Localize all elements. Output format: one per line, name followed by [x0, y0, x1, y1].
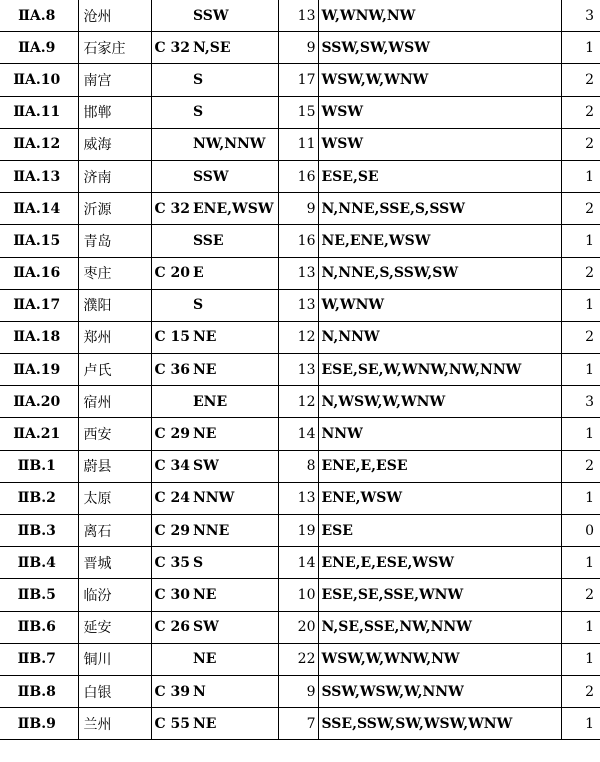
- calm-frequency-cell: C 24: [151, 482, 191, 514]
- zone-code-cell: ⅡA.19: [0, 354, 78, 386]
- frequency-cell: 13: [278, 354, 318, 386]
- minimum-directions-cell: WSW: [318, 128, 561, 160]
- station-name-cell: 邯郸: [78, 96, 151, 128]
- station-name-cell: 宿州: [78, 386, 151, 418]
- count-cell: 1: [561, 160, 600, 192]
- prevailing-direction-cell: SSE: [191, 225, 278, 257]
- table-row: [0, 386, 600, 418]
- calm-frequency-cell: C 36: [151, 354, 191, 386]
- calm-frequency-cell: [151, 64, 191, 96]
- station-name-cell: 铜川: [78, 643, 151, 675]
- frequency-cell: 9: [278, 32, 318, 64]
- count-cell: 1: [561, 708, 600, 740]
- minimum-directions-cell: N,SE,SSE,NW,NNW: [318, 611, 561, 643]
- calm-frequency-cell: C 26: [151, 611, 191, 643]
- table-row: [0, 321, 600, 353]
- count-cell: 1: [561, 32, 600, 64]
- minimum-directions-cell: ENE,E,ESE,WSW: [318, 547, 561, 579]
- prevailing-direction-cell: SW: [191, 450, 278, 482]
- frequency-cell: 12: [278, 321, 318, 353]
- prevailing-direction-cell: NE: [191, 708, 278, 740]
- zone-code-cell: ⅡA.16: [0, 257, 78, 289]
- table-row: [0, 0, 600, 32]
- calm-frequency-cell: C 35: [151, 547, 191, 579]
- zone-code-cell: ⅡB.9: [0, 708, 78, 740]
- calm-frequency-cell: [151, 96, 191, 128]
- station-name-cell: 白银: [78, 675, 151, 707]
- station-name-cell: 延安: [78, 611, 151, 643]
- minimum-directions-cell: SSW,WSW,W,NNW: [318, 675, 561, 707]
- count-cell: 1: [561, 611, 600, 643]
- prevailing-direction-cell: S: [191, 64, 278, 96]
- station-name-cell: 威海: [78, 128, 151, 160]
- calm-frequency-cell: C 32: [151, 32, 191, 64]
- calm-frequency-cell: C 29: [151, 515, 191, 547]
- zone-code-cell: ⅡA.9: [0, 32, 78, 64]
- station-name-cell: 濮阳: [78, 289, 151, 321]
- station-name-cell: 沂源: [78, 193, 151, 225]
- table-row: [0, 708, 600, 740]
- table-row: [0, 32, 600, 64]
- frequency-cell: 16: [278, 160, 318, 192]
- calm-frequency-cell: [151, 0, 191, 32]
- prevailing-direction-cell: S: [191, 547, 278, 579]
- minimum-directions-cell: NE,ENE,WSW: [318, 225, 561, 257]
- minimum-directions-cell: NNW: [318, 418, 561, 450]
- count-cell: 2: [561, 193, 600, 225]
- table-row: [0, 289, 600, 321]
- prevailing-direction-cell: NE: [191, 321, 278, 353]
- calm-frequency-cell: C 30: [151, 579, 191, 611]
- prevailing-direction-cell: E: [191, 257, 278, 289]
- frequency-cell: 22: [278, 643, 318, 675]
- zone-code-cell: ⅡA.15: [0, 225, 78, 257]
- table-row: [0, 128, 600, 160]
- frequency-cell: 13: [278, 289, 318, 321]
- table-row: [0, 515, 600, 547]
- frequency-cell: 15: [278, 96, 318, 128]
- station-name-cell: 石家庄: [78, 32, 151, 64]
- frequency-cell: 20: [278, 611, 318, 643]
- minimum-directions-cell: N,NNE,SSE,S,SSW: [318, 193, 561, 225]
- minimum-directions-cell: W,WNW: [318, 289, 561, 321]
- count-cell: 1: [561, 643, 600, 675]
- station-name-cell: 沧州: [78, 0, 151, 32]
- calm-frequency-cell: [151, 643, 191, 675]
- frequency-cell: 7: [278, 708, 318, 740]
- frequency-cell: 8: [278, 450, 318, 482]
- station-name-cell: 太原: [78, 482, 151, 514]
- table-row: [0, 160, 600, 192]
- prevailing-direction-cell: SSW: [191, 0, 278, 32]
- station-name-cell: 西安: [78, 418, 151, 450]
- station-name-cell: 郑州: [78, 321, 151, 353]
- table-row: [0, 354, 600, 386]
- zone-code-cell: ⅡB.7: [0, 643, 78, 675]
- zone-code-cell: ⅡA.18: [0, 321, 78, 353]
- station-name-cell: 离石: [78, 515, 151, 547]
- minimum-directions-cell: N,NNW: [318, 321, 561, 353]
- prevailing-direction-cell: SSW: [191, 160, 278, 192]
- calm-frequency-cell: [151, 225, 191, 257]
- calm-frequency-cell: C 15: [151, 321, 191, 353]
- zone-code-cell: ⅡA.14: [0, 193, 78, 225]
- count-cell: 2: [561, 579, 600, 611]
- zone-code-cell: ⅡB.4: [0, 547, 78, 579]
- station-name-cell: 晋城: [78, 547, 151, 579]
- prevailing-direction-cell: NE: [191, 579, 278, 611]
- station-name-cell: 枣庄: [78, 257, 151, 289]
- calm-frequency-cell: C 39: [151, 675, 191, 707]
- zone-code-cell: ⅡA.17: [0, 289, 78, 321]
- minimum-directions-cell: ENE,WSW: [318, 482, 561, 514]
- table-row: [0, 193, 600, 225]
- calm-frequency-cell: C 34: [151, 450, 191, 482]
- prevailing-direction-cell: NE: [191, 354, 278, 386]
- count-cell: 2: [561, 128, 600, 160]
- calm-frequency-cell: [151, 160, 191, 192]
- count-cell: 2: [561, 321, 600, 353]
- count-cell: 1: [561, 482, 600, 514]
- zone-code-cell: ⅡB.1: [0, 450, 78, 482]
- frequency-cell: 11: [278, 128, 318, 160]
- frequency-cell: 14: [278, 547, 318, 579]
- count-cell: 2: [561, 64, 600, 96]
- minimum-directions-cell: N,WSW,W,WNW: [318, 386, 561, 418]
- minimum-directions-cell: ESE: [318, 515, 561, 547]
- station-name-cell: 济南: [78, 160, 151, 192]
- frequency-cell: 13: [278, 482, 318, 514]
- calm-frequency-cell: C 32: [151, 193, 191, 225]
- count-cell: 2: [561, 675, 600, 707]
- table-row: [0, 418, 600, 450]
- station-name-cell: 南宫: [78, 64, 151, 96]
- frequency-cell: 13: [278, 0, 318, 32]
- count-cell: 2: [561, 257, 600, 289]
- minimum-directions-cell: SSE,SSW,SW,WSW,WNW: [318, 708, 561, 740]
- zone-code-cell: ⅡB.2: [0, 482, 78, 514]
- prevailing-direction-cell: NE: [191, 418, 278, 450]
- table-row: [0, 96, 600, 128]
- calm-frequency-cell: [151, 128, 191, 160]
- zone-code-cell: ⅡB.5: [0, 579, 78, 611]
- zone-code-cell: ⅡA.20: [0, 386, 78, 418]
- count-cell: 1: [561, 289, 600, 321]
- minimum-directions-cell: W,WNW,NW: [318, 0, 561, 32]
- minimum-directions-cell: N,NNE,S,SSW,SW: [318, 257, 561, 289]
- calm-frequency-cell: C 20: [151, 257, 191, 289]
- minimum-directions-cell: SSW,SW,WSW: [318, 32, 561, 64]
- station-name-cell: 卢氏: [78, 354, 151, 386]
- minimum-directions-cell: ESE,SE,W,WNW,NW,NNW: [318, 354, 561, 386]
- table-row: [0, 64, 600, 96]
- prevailing-direction-cell: ENE: [191, 386, 278, 418]
- prevailing-direction-cell: N,SE: [191, 32, 278, 64]
- calm-frequency-cell: [151, 386, 191, 418]
- table-row: [0, 482, 600, 514]
- frequency-cell: 10: [278, 579, 318, 611]
- station-name-cell: 青岛: [78, 225, 151, 257]
- minimum-directions-cell: WSW,W,WNW: [318, 64, 561, 96]
- minimum-directions-cell: ENE,E,ESE: [318, 450, 561, 482]
- prevailing-direction-cell: S: [191, 289, 278, 321]
- calm-frequency-cell: C 55: [151, 708, 191, 740]
- calm-frequency-cell: C 29: [151, 418, 191, 450]
- table-row: [0, 450, 600, 482]
- station-name-cell: 兰州: [78, 708, 151, 740]
- count-cell: 1: [561, 225, 600, 257]
- count-cell: 0: [561, 515, 600, 547]
- count-cell: 1: [561, 547, 600, 579]
- zone-code-cell: ⅡA.11: [0, 96, 78, 128]
- zone-code-cell: ⅡA.8: [0, 0, 78, 32]
- prevailing-direction-cell: NW,NNW: [191, 128, 278, 160]
- zone-code-cell: ⅡA.10: [0, 64, 78, 96]
- table-row: [0, 611, 600, 643]
- station-name-cell: 蔚县: [78, 450, 151, 482]
- prevailing-direction-cell: SW: [191, 611, 278, 643]
- prevailing-direction-cell: NE: [191, 643, 278, 675]
- frequency-cell: 14: [278, 418, 318, 450]
- table-row: [0, 257, 600, 289]
- count-cell: 2: [561, 96, 600, 128]
- zone-code-cell: ⅡB.3: [0, 515, 78, 547]
- table-row: [0, 675, 600, 707]
- minimum-directions-cell: WSW,W,WNW,NW: [318, 643, 561, 675]
- frequency-cell: 12: [278, 386, 318, 418]
- calm-frequency-cell: [151, 289, 191, 321]
- count-cell: 2: [561, 450, 600, 482]
- table-row: [0, 225, 600, 257]
- table-row: [0, 579, 600, 611]
- minimum-directions-cell: ESE,SE: [318, 160, 561, 192]
- count-cell: 1: [561, 354, 600, 386]
- prevailing-direction-cell: NNE: [191, 515, 278, 547]
- frequency-cell: 19: [278, 515, 318, 547]
- frequency-cell: 13: [278, 257, 318, 289]
- zone-code-cell: ⅡA.12: [0, 128, 78, 160]
- count-cell: 3: [561, 0, 600, 32]
- station-name-cell: 临汾: [78, 579, 151, 611]
- frequency-cell: 17: [278, 64, 318, 96]
- frequency-cell: 9: [278, 193, 318, 225]
- count-cell: 3: [561, 386, 600, 418]
- zone-code-cell: ⅡA.13: [0, 160, 78, 192]
- zone-code-cell: ⅡA.21: [0, 418, 78, 450]
- prevailing-direction-cell: NNW: [191, 482, 278, 514]
- prevailing-direction-cell: S: [191, 96, 278, 128]
- frequency-cell: 16: [278, 225, 318, 257]
- count-cell: 1: [561, 418, 600, 450]
- table-row: [0, 547, 600, 579]
- prevailing-direction-cell: ENE,WSW: [191, 193, 278, 225]
- minimum-directions-cell: WSW: [318, 96, 561, 128]
- minimum-directions-cell: ESE,SE,SSE,WNW: [318, 579, 561, 611]
- table-row: [0, 643, 600, 675]
- zone-code-cell: ⅡB.8: [0, 675, 78, 707]
- prevailing-direction-cell: N: [191, 675, 278, 707]
- zone-code-cell: ⅡB.6: [0, 611, 78, 643]
- frequency-cell: 9: [278, 675, 318, 707]
